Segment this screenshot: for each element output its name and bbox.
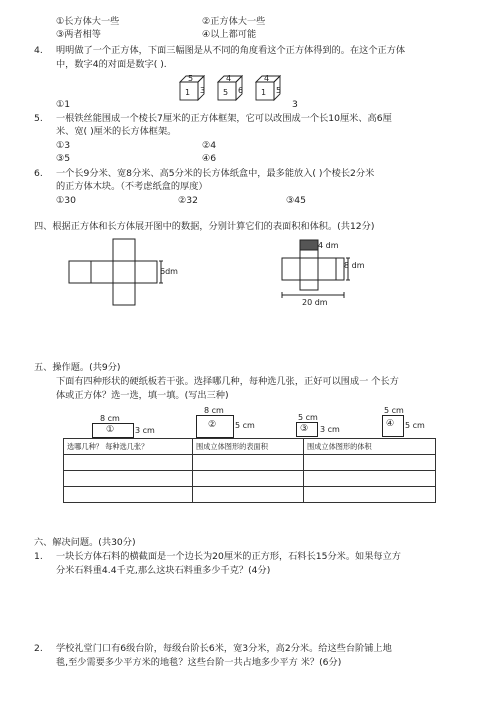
board4-height: 5 cm: [405, 421, 425, 430]
q6-number: 6.: [34, 168, 43, 179]
option-3: ③两者相等: [56, 29, 101, 40]
sec5-line2: 体或正方体？选一选，填一填。(写出三种): [56, 390, 229, 401]
cube3-top: 4: [264, 74, 270, 83]
table-header-row: [64, 439, 436, 455]
box-net-length-label: 20 dm: [302, 298, 328, 307]
q4-option-a: ①1: [56, 99, 71, 110]
q6-line1: 一个长9分米、宽8分米、高5分米的长方体纸盒中，最多能放入( )个棱长2分米: [56, 168, 375, 179]
table-cell[interactable]: [193, 471, 304, 487]
sec6-heading: 六、解决问题。(共30分): [34, 537, 136, 548]
p1-number: 1.: [34, 551, 43, 562]
table-row: [64, 487, 436, 503]
board1-height: 3 cm: [135, 426, 155, 435]
p1-line2: 分米石料重4.4千克,那么这块石料重多少千克？(4分): [56, 565, 271, 576]
table-header-area: 围成立体图形的表面积: [193, 439, 304, 455]
cube2-top: 4: [226, 74, 232, 83]
box-net-height-label: 4 dm: [318, 241, 339, 250]
q5-option-2: ②4: [202, 140, 217, 151]
table-row: [64, 455, 436, 471]
board2-width: 8 cm: [204, 406, 224, 415]
p1-line1: 一块长方体石料的横截面是一个边长为20厘米的正方形，石料长15分米。如果每立方: [56, 551, 401, 562]
p2-number: 2.: [34, 643, 43, 654]
cube3-front: 1: [261, 88, 267, 97]
q6-option-1: ①30: [56, 195, 76, 206]
board2-height: 5 cm: [235, 421, 255, 430]
sec5-line1: 下面有四种形状的硬纸板若干张。选择哪几种，每种选几张，正好可以围成一 个长方: [56, 376, 399, 387]
q5-option-1: ①3: [56, 140, 71, 151]
table-cell[interactable]: [193, 455, 304, 471]
p2-line2: 毯,至少需要多少平方米的地毯？这些台阶一共占地多少平方 米？(6分): [56, 657, 342, 668]
q4-option-b: 3: [292, 99, 298, 110]
box-net-width-label: 8 dm: [344, 261, 365, 270]
q5-number: 5.: [34, 113, 43, 124]
table-cell[interactable]: [304, 487, 436, 503]
table-cell[interactable]: [64, 455, 193, 471]
cube2-front: 5: [223, 88, 229, 97]
answer-table: [63, 438, 436, 503]
q5-option-4: ④6: [202, 153, 217, 164]
table-row: [64, 471, 436, 487]
cube1-top: 5: [188, 74, 194, 83]
board3-width: 5 cm: [298, 413, 318, 422]
sec4-heading: 四、根据正方体和长方体展开图中的数据，分别计算它们的表面积和体积。(共12分): [34, 221, 375, 232]
board4-mark: ④: [386, 418, 395, 429]
sec5-heading: 五、操作题。(共9分): [34, 362, 121, 373]
q6-line2: 的正方体木块。（不考虑纸盒的厚度）: [56, 181, 208, 192]
q4-line1: 明明做了一个正方体，下面三幅图是从不同的角度看这个正方体得到的。在这个正方体: [56, 45, 406, 56]
option-1: ①长方体大一些: [56, 16, 120, 27]
p2-line1: 学校礼堂门口有6级台阶，每级台阶长6米，宽3分米，高2分米。给这些台阶铺上地: [56, 643, 392, 654]
q5-option-3: ③5: [56, 153, 71, 164]
cube1-front: 1: [185, 88, 191, 97]
table-header-volume: 围成立体图形的体积: [304, 439, 436, 455]
table-cell[interactable]: [193, 487, 304, 503]
q6-option-2: ②32: [178, 195, 198, 206]
q4-line2: 中，数字4的对面是数字( ).: [56, 59, 167, 70]
board3-height: 3 cm: [320, 425, 340, 434]
cube2-side: 6: [238, 86, 244, 95]
q5-line1: 一根铁丝能围成一个棱长7厘米的正方体框架，它可以改围成一个长10厘米、高6厘: [56, 113, 392, 124]
board2-mark: ②: [208, 419, 217, 430]
board1-mark: ①: [106, 424, 115, 435]
option-4: ④以上都可能: [202, 29, 257, 40]
cube-net-label: 6dm: [160, 267, 178, 276]
board3-mark: ③: [300, 423, 309, 434]
board4-width: 5 cm: [384, 406, 404, 415]
q6-option-3: ③45: [286, 195, 306, 206]
cube1-side: 3: [200, 86, 206, 95]
table-header-choice: 选哪几种？ 每种选几张？: [64, 439, 193, 455]
table-cell[interactable]: [64, 471, 193, 487]
table-cell[interactable]: [64, 487, 193, 503]
cube3-side: 5: [276, 86, 282, 95]
table-cell[interactable]: [304, 455, 436, 471]
q4-number: 4.: [34, 45, 43, 56]
option-2: ②正方体大一些: [202, 16, 266, 27]
board1-width: 8 cm: [100, 414, 120, 423]
q5-line2: 米、宽( )厘米的长方体框架。: [56, 126, 177, 137]
table-cell[interactable]: [304, 471, 436, 487]
